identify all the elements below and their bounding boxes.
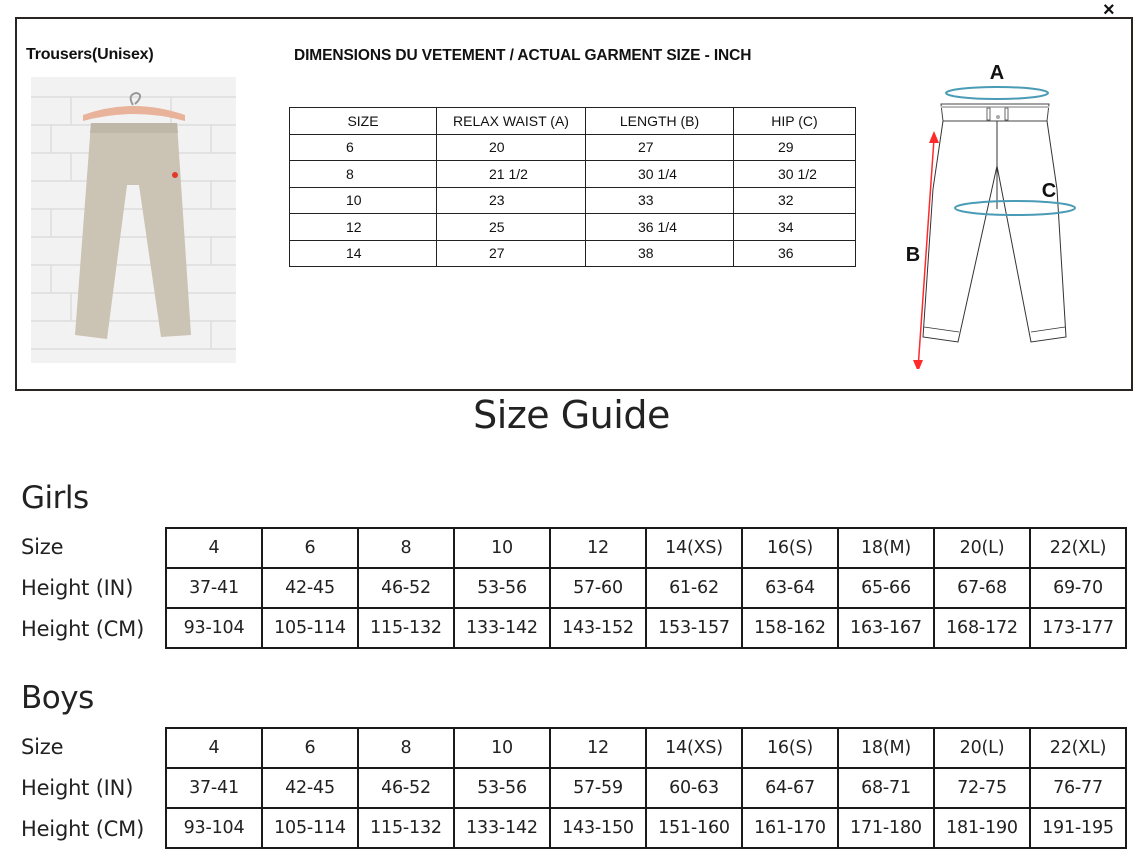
table-row-height-cm <box>166 608 1126 648</box>
cell: 46-52 <box>358 568 454 608</box>
trousers-photo-icon <box>31 77 236 363</box>
cell: 12 <box>550 528 646 568</box>
cell: 30 1/4 <box>586 161 734 188</box>
girls-row-label-size: Size <box>21 535 64 559</box>
cell: 181-190 <box>934 808 1030 848</box>
cell: 14(XS) <box>646 728 742 768</box>
cell: 163-167 <box>838 608 934 648</box>
cell: 12 <box>290 214 437 241</box>
cell: 36 <box>734 240 856 267</box>
cell: 37-41 <box>166 568 262 608</box>
cell: 27 <box>586 134 734 161</box>
cell: 34 <box>734 214 856 241</box>
girls-row-label-height-cm: Height (CM) <box>21 617 145 641</box>
cell: 10 <box>454 728 550 768</box>
cell: 68-71 <box>838 768 934 808</box>
garment-size-panel <box>15 17 1133 391</box>
cell: 93-104 <box>166 808 262 848</box>
label-c: C <box>1041 180 1057 202</box>
cell: 30 1/2 <box>734 161 856 188</box>
cell: 105-114 <box>262 608 358 648</box>
boys-row-label-size: Size <box>21 735 64 759</box>
table-row <box>290 161 856 188</box>
cell: 14(XS) <box>646 528 742 568</box>
label-a: A <box>989 62 1005 84</box>
cell: 93-104 <box>166 608 262 648</box>
table-row <box>290 240 856 267</box>
cell: 10 <box>290 187 437 214</box>
close-icon: × <box>1103 0 1115 21</box>
cell: 173-177 <box>1030 608 1126 648</box>
cell: 6 <box>290 134 437 161</box>
cell: 53-56 <box>454 768 550 808</box>
cell: 153-157 <box>646 608 742 648</box>
cell: 8 <box>358 528 454 568</box>
cell: 115-132 <box>358 608 454 648</box>
table-row <box>290 214 856 241</box>
girls-title: Girls <box>21 480 89 516</box>
table-row-height-in <box>166 768 1126 808</box>
product-title: Trousers(Unisex) <box>26 46 154 63</box>
girls-row-label-height-in: Height (IN) <box>21 576 134 600</box>
header-length: LENGTH (B) <box>586 108 734 135</box>
cell: 27 <box>437 240 586 267</box>
cell: 20(L) <box>934 728 1030 768</box>
cell: 6 <box>262 528 358 568</box>
boys-row-label-height-cm: Height (CM) <box>21 817 145 841</box>
cell: 38 <box>586 240 734 267</box>
header-hip: HIP (C) <box>734 108 856 135</box>
label-b: B <box>905 244 921 266</box>
cell: 33 <box>586 187 734 214</box>
cell: 42-45 <box>262 568 358 608</box>
table-row-height-in <box>166 568 1126 608</box>
garment-size-table <box>289 107 856 267</box>
cell: 76-77 <box>1030 768 1126 808</box>
cell: 115-132 <box>358 808 454 848</box>
boys-size-table <box>165 727 1127 849</box>
cell: 168-172 <box>934 608 1030 648</box>
cell: 191-195 <box>1030 808 1126 848</box>
cell: 60-63 <box>646 768 742 808</box>
cell: 29 <box>734 134 856 161</box>
cell: 69-70 <box>1030 568 1126 608</box>
table-row-size <box>166 528 1126 568</box>
cell: 46-52 <box>358 768 454 808</box>
trousers-diagram-icon <box>885 59 1085 369</box>
cell: 12 <box>550 728 646 768</box>
cell: 22(XL) <box>1030 528 1126 568</box>
cell: 23 <box>437 187 586 214</box>
cell: 37-41 <box>166 768 262 808</box>
header-waist: RELAX WAIST (A) <box>437 108 586 135</box>
cell: 20 <box>437 134 586 161</box>
cell: 151-160 <box>646 808 742 848</box>
product-photo <box>31 77 236 363</box>
cell: 133-142 <box>454 608 550 648</box>
cell: 8 <box>358 728 454 768</box>
cell: 171-180 <box>838 808 934 848</box>
cell: 57-59 <box>550 768 646 808</box>
cell: 67-68 <box>934 568 1030 608</box>
table-header-row <box>290 108 856 135</box>
cell: 21 1/2 <box>437 161 586 188</box>
cell: 4 <box>166 728 262 768</box>
cell: 158-162 <box>742 608 838 648</box>
cell: 8 <box>290 161 437 188</box>
cell: 16(S) <box>742 528 838 568</box>
girls-size-table <box>165 527 1127 649</box>
cell: 20(L) <box>934 528 1030 568</box>
cell: 42-45 <box>262 768 358 808</box>
header-size: SIZE <box>290 108 437 135</box>
cell: 16(S) <box>742 728 838 768</box>
cell: 72-75 <box>934 768 1030 808</box>
boys-row-label-height-in: Height (IN) <box>21 776 134 800</box>
table-row <box>290 134 856 161</box>
cell: 32 <box>734 187 856 214</box>
cell: 61-62 <box>646 568 742 608</box>
cell: 18(M) <box>838 728 934 768</box>
cell: 14 <box>290 240 437 267</box>
table-row-height-cm <box>166 808 1126 848</box>
boys-title: Boys <box>21 680 94 716</box>
cell: 105-114 <box>262 808 358 848</box>
cell: 63-64 <box>742 568 838 608</box>
cell: 64-67 <box>742 768 838 808</box>
cell: 161-170 <box>742 808 838 848</box>
cell: 36 1/4 <box>586 214 734 241</box>
table-row <box>290 187 856 214</box>
table-row-size <box>166 728 1126 768</box>
cell: 133-142 <box>454 808 550 848</box>
garment-table-title: DIMENSIONS DU VETEMENT / ACTUAL GARMENT SIZE - INCH <box>294 47 752 64</box>
cell: 4 <box>166 528 262 568</box>
cell: 25 <box>437 214 586 241</box>
cell: 143-150 <box>550 808 646 848</box>
cell: 65-66 <box>838 568 934 608</box>
cell: 6 <box>262 728 358 768</box>
cell: 10 <box>454 528 550 568</box>
cell: 18(M) <box>838 528 934 568</box>
size-guide-title: Size Guide <box>473 393 670 437</box>
cell: 22(XL) <box>1030 728 1126 768</box>
cell: 53-56 <box>454 568 550 608</box>
cell: 143-152 <box>550 608 646 648</box>
cell: 57-60 <box>550 568 646 608</box>
measurement-diagram <box>885 59 1085 369</box>
